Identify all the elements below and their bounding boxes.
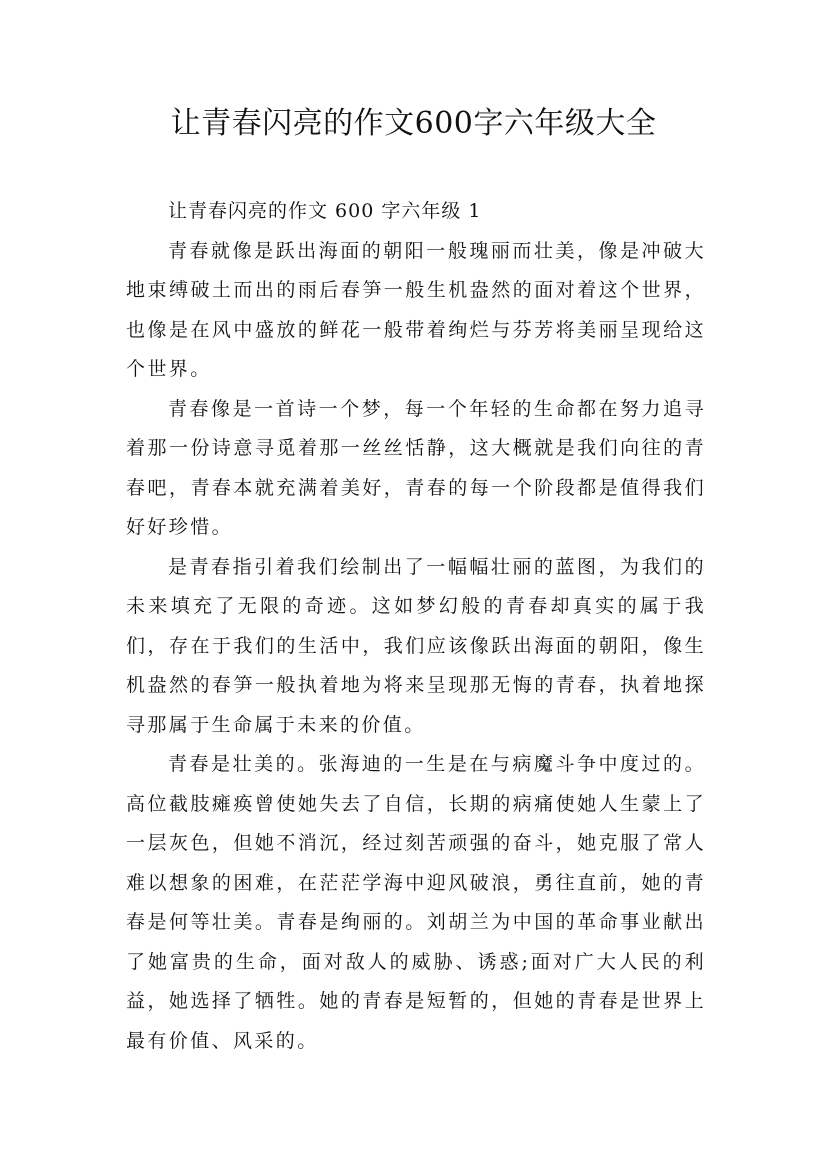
paragraph-2: 青春像是一首诗一个梦，每一个年轻的生命都在努力追寻着那一份诗意寻觅着那一丝丝恬静，这大概就是我们向往的青春吧，青春本就充满着美好，青春的每一个阶段都是值得我们好好珍惜。 (126, 397, 706, 538)
paragraph-4: 青春是壮美的。张海迪的一生是在与病魔斗争中度过的。高位截肢瘫痪曾使她失去了自信，长期的病痛使她人生蒙上了一层灰色，但她不消沉，经过刻苦顽强的奋斗，她克服了常人难以想象的困难，在茫茫学海中迎风破浪，勇往直前，她的青春是何等壮美。青春是绚丽的。刘胡兰为中国的革命事业献出了她富贵的生命，面对敌人的威胁、诱惑;面对广大人民的利益，她选择了牺牲。她的青春是短暂的，但她的青春是世界上最有价值、风采的。 (126, 753, 706, 1052)
essay-heading: 让青春闪亮的作文 600 字六年级 1 (168, 200, 482, 222)
paragraph-3: 是青春指引着我们绘制出了一幅幅壮丽的蓝图，为我们的未来填充了无限的奇迹。这如梦幻般的青春却真实的属于我们，存在于我们的生活中，我们应该像跃出海面的朝阳，像生机盎然的春笋一般执着地为将来呈现那无悔的青春，执着地探寻那属于生命属于未来的价值。 (126, 555, 706, 736)
document-title: 让青春闪亮的作文600字六年级大全 (170, 106, 657, 141)
paragraph-1: 青春就像是跃出海面的朝阳一般瑰丽而壮美，像是冲破大地束缚破土而出的雨后春笋一般生机盎然的面对着这个世界，也像是在风中盛放的鲜花一般带着绚烂与芬芳将美丽呈现给这个世界。 (126, 239, 706, 380)
document-body (126, 192, 706, 1061)
